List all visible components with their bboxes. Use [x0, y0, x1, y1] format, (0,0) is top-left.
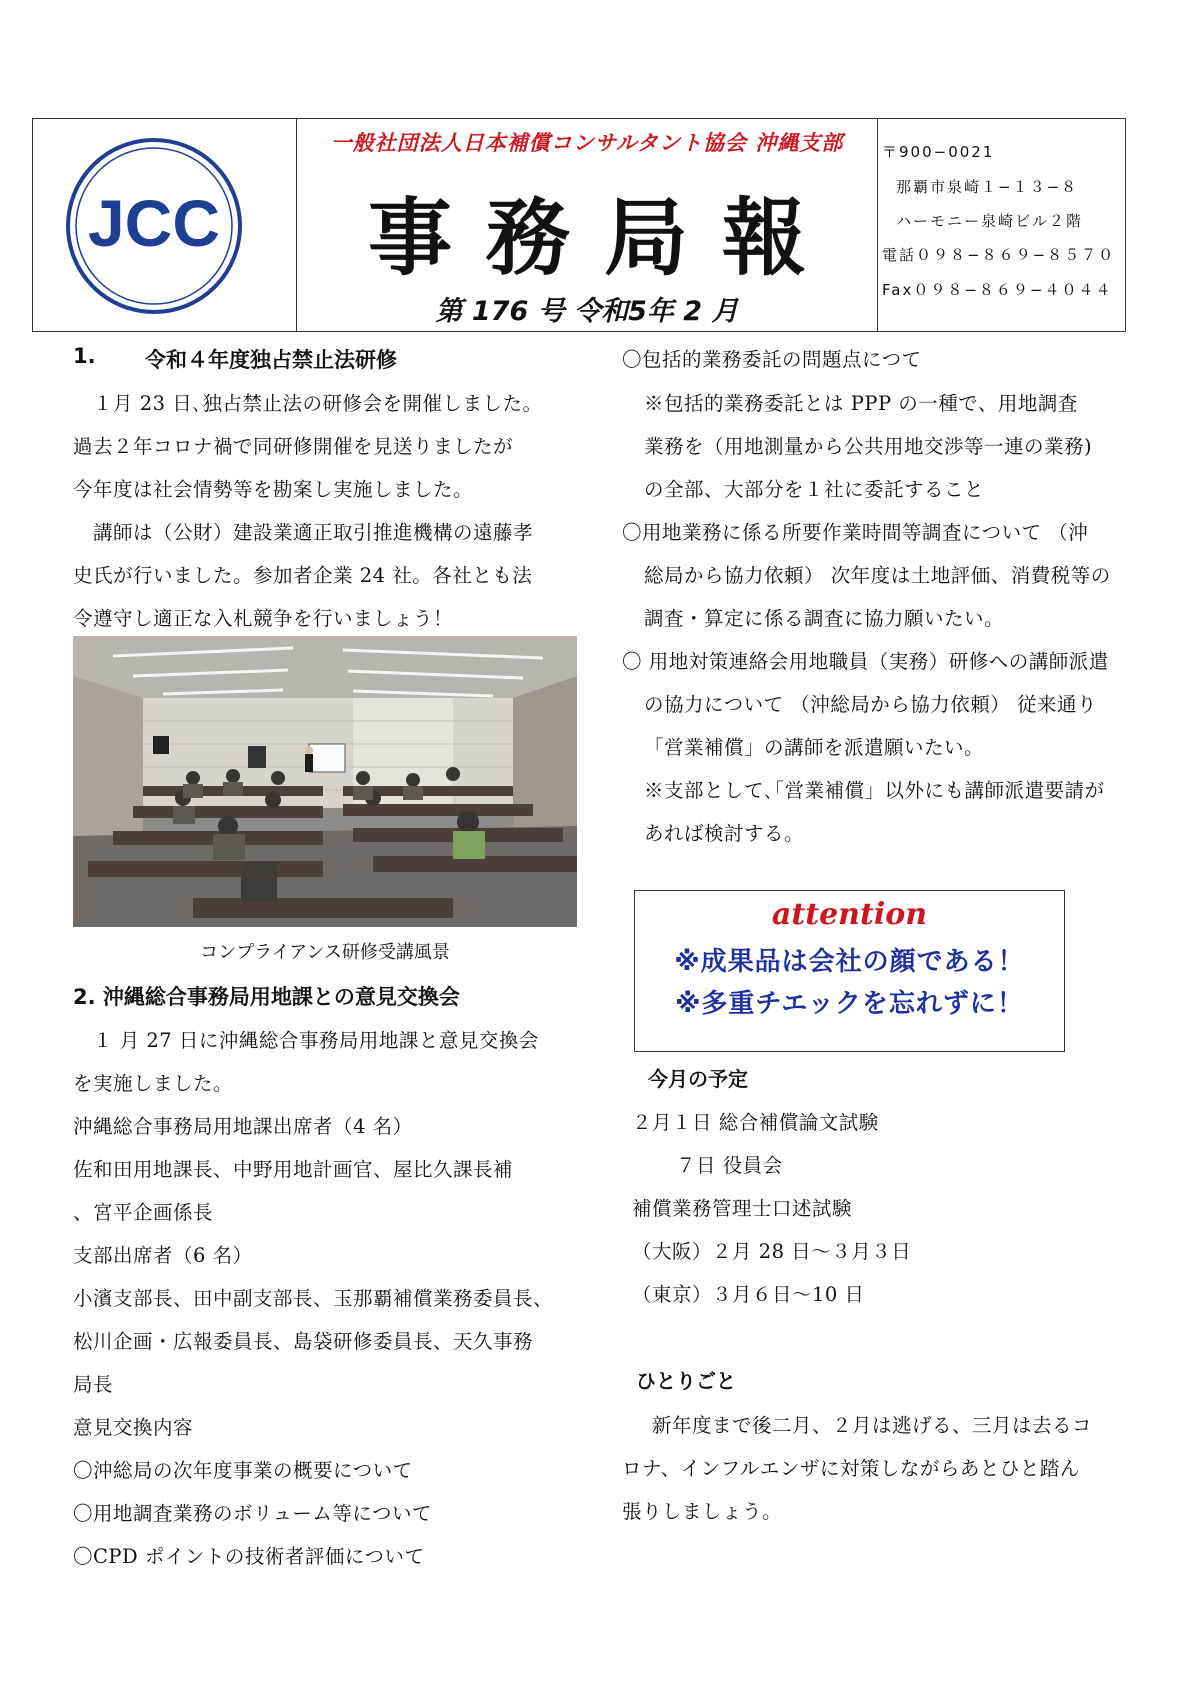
s1-line: 令遵守し適正な入札競争を行いましょう！ — [73, 607, 454, 630]
s2-line: １ 月 27 日に沖縄総合事務局用地課と意見交換会 — [93, 1029, 539, 1052]
issue-number: 第 176 号 令和5年 2 月 — [435, 296, 739, 327]
s2-line: 〇沖総局の次年度事業の概要について — [73, 1459, 413, 1482]
s1-line: 講師は（公財）建設業適正取引推進機構の遠藤孝 — [93, 521, 534, 544]
masthead — [32, 118, 1126, 332]
phone-number: 電話０９８−８６９−８５７０ — [882, 246, 1116, 264]
attention-box — [634, 890, 1065, 1052]
agenda-line: 〇包括的業務委託の問題点につて — [622, 348, 922, 371]
agenda-line: 〇 用地対策連絡会用地職員（実務）研修への講師派遣 — [622, 650, 1109, 673]
org-name: 一般社団法人日本補償コンサルタント協会 沖縄支部 — [330, 131, 844, 155]
postal-code: 〒900−0021 — [882, 143, 995, 161]
title-cell — [297, 119, 878, 331]
s2-line: 〇CPD ポイントの技術者評価について — [73, 1545, 425, 1568]
s2-line: 沖縄総合事務局用地課出席者（4 名） — [73, 1115, 413, 1138]
agenda-line: 業務を（用地測量から公共用地交渉等一連の業務) — [644, 435, 1093, 458]
s2-line: 局長 — [73, 1373, 114, 1396]
s2-line: 支部出席者（6 名） — [73, 1244, 253, 1267]
column-line: 張りしましょう。 — [622, 1500, 783, 1523]
schedule-line: ２月１日 総合補償論文試験 — [632, 1111, 879, 1134]
s1-line: １月 23 日､独占禁止法の研修会を開催しました。 — [93, 392, 543, 415]
address-line-1: 那覇市泉崎１−１３−８ — [896, 178, 1079, 196]
agenda-line: ※包括的業務委託とは PPP の一種で、用地調査 — [644, 392, 1078, 415]
attention-line-1: ※成果品は会社の顔である！ — [674, 947, 1025, 977]
logo-text: JCC — [87, 186, 221, 260]
agenda-line: 〇用地業務に係る所要作業時間等調査について （沖 — [622, 521, 1089, 544]
s2-line: 佐和田用地課長、中野用地計画官、屋比久課長補 — [73, 1158, 514, 1181]
address-cell — [878, 119, 1125, 331]
s2-line: 小濱支部長、田中副支部長、玉那覇補償業務委員長、 — [73, 1287, 554, 1310]
newsletter-title: 事務局報 — [367, 188, 840, 287]
attention-line-2: ※多重チエックを忘れずに！ — [675, 989, 1024, 1019]
s2-line: 意見交換内容 — [73, 1416, 194, 1439]
schedule-line: （大阪）２月 28 日〜３月３日 — [632, 1240, 912, 1263]
section-1-number: 1. — [73, 344, 96, 368]
s1-line: 過去２年コロナ禍で同研修開催を見送りましたが — [73, 435, 514, 458]
schedule-line: 補償業務管理士口述試験 — [632, 1197, 853, 1220]
s2-line: 、宮平企画係長 — [73, 1201, 214, 1224]
schedule-line: ７日 役員会 — [676, 1154, 783, 1177]
agenda-line: あれば検討する。 — [644, 822, 805, 845]
agenda-line: ※支部として､｢営業補償」以外にも講師派遣要請が — [644, 779, 1105, 802]
section-1-title: 令和４年度独占禁止法研修 — [145, 348, 397, 372]
schedule-title: 今月の予定 — [648, 1067, 748, 1091]
agenda-line: 「営業補償」の講師を派遣願いたい。 — [644, 736, 985, 759]
section-2-title: 2. 沖縄総合事務局用地課との意見交換会 — [73, 985, 460, 1009]
seminar-photo — [73, 636, 577, 927]
s2-line: を実施しました。 — [73, 1072, 234, 1095]
s2-line: 松川企画・広報委員長、島袋研修委員長、天久事務 — [73, 1330, 534, 1353]
attention-title: attention — [771, 897, 928, 932]
photo-caption: コンプライアンス研修受講風景 — [200, 942, 450, 963]
fax-number: Fax０９８−８６９−４０４４ — [882, 281, 1113, 299]
address-line-2: ハーモニー泉崎ビル２階 — [896, 212, 1084, 230]
agenda-line: 総局から協力依頼） 次年度は土地評価、消費税等の — [644, 564, 1111, 587]
agenda-line: の全部、大部分を１社に委託すること — [644, 478, 985, 501]
s1-line: 今年度は社会情勢等を勘案し実施しました。 — [73, 478, 474, 501]
logo-cell — [33, 119, 297, 331]
agenda-line: 調査・算定に係る調査に協力願いたい。 — [644, 607, 1005, 630]
jcc-logo — [63, 135, 245, 317]
s2-line: 〇用地調査業務のボリューム等について — [73, 1502, 433, 1525]
s1-line: 史氏が行いました。参加者企業 24 社。各社とも法 — [73, 564, 533, 587]
agenda-line: の協力について （沖総局から協力依頼） 従来通り — [644, 693, 1098, 716]
column-line: 新年度まで後二月、２月は逃げる、三月は去るコ — [652, 1414, 1093, 1437]
schedule-line: （東京）３月６日〜10 日 — [632, 1283, 865, 1306]
column-title: ひとりごと — [636, 1369, 736, 1393]
column-line: ロナ、インフルエンザに対策しながらあとひと踏ん — [622, 1457, 1080, 1480]
